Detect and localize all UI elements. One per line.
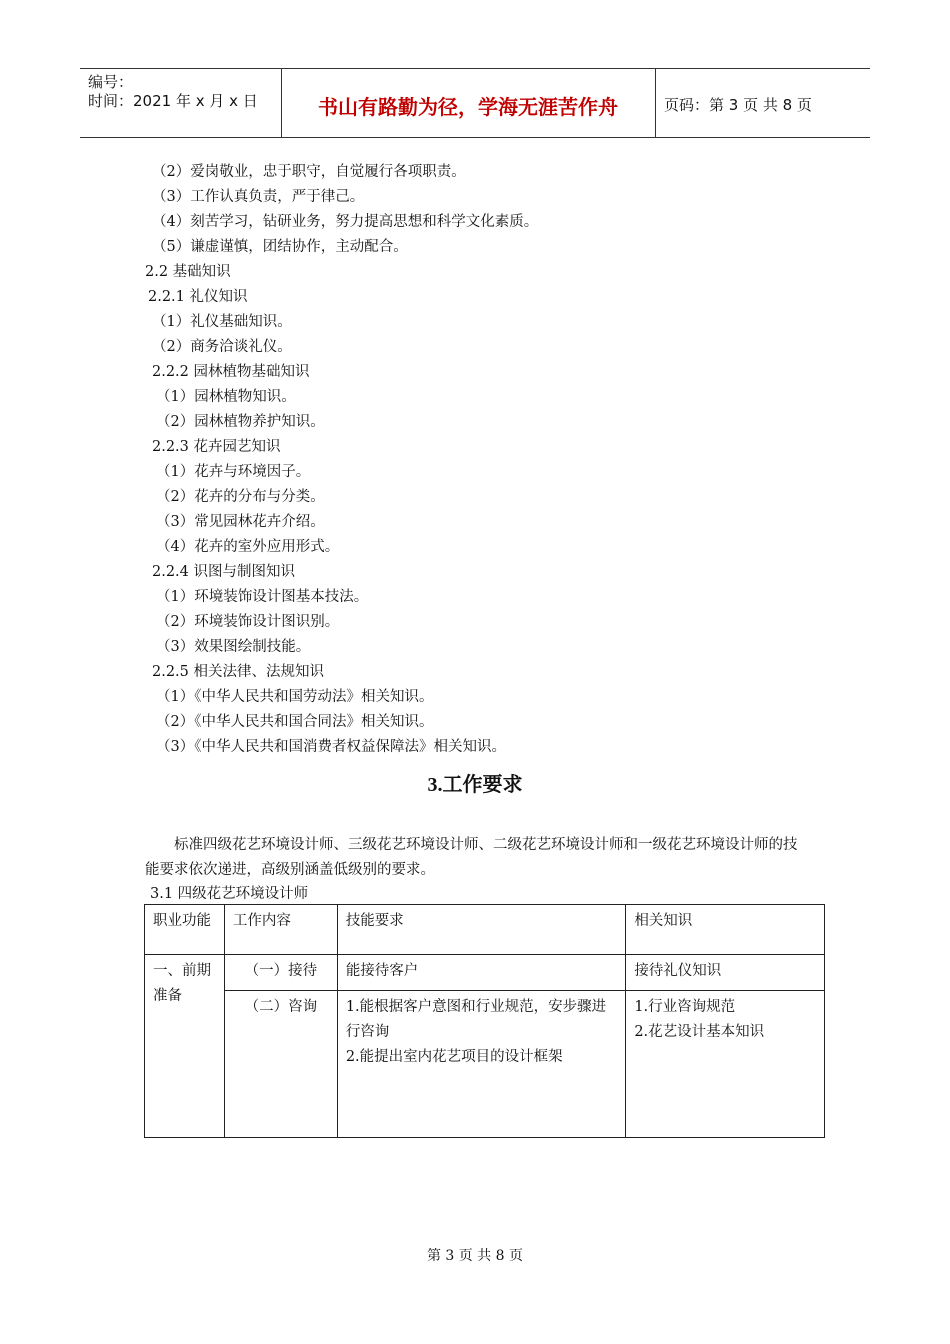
list-item: （5）谦虚谨慎，团结协作，主动配合。 — [152, 239, 408, 255]
list-item: （1）园林植物知识。 — [156, 389, 296, 405]
skill-text: 1.能根据客户意图和行业规范，安步骤进行咨询 — [345, 999, 607, 1040]
list-item: （2）园林植物养护知识。 — [156, 414, 325, 430]
list-item: （2）商务洽谈礼仪。 — [152, 339, 292, 355]
list-item: （1）花卉与环境因子。 — [156, 464, 311, 480]
table-cell-content: （一）接待 — [224, 955, 337, 991]
subsection-heading: 3.1 四级花艺环境设计师 — [150, 886, 309, 902]
list-item: （3）《中华人民共和国消费者权益保障法》相关知识。 — [156, 739, 506, 755]
skill-text: 2.能提出室内花艺项目的设计框架 — [345, 1049, 563, 1065]
table-cell-knowledge — [626, 955, 825, 991]
list-item: （4）刻苦学习，钻研业务，努力提高思想和科学文化素质。 — [152, 214, 539, 230]
list-item: （2）爱岗敬业，忠于职守，自觉履行各项职责。 — [152, 164, 466, 180]
table-header-row — [145, 905, 825, 955]
knowledge-text: 1.行业咨询规范 — [634, 999, 736, 1015]
page-header — [80, 68, 870, 138]
section-title: 3.工作要求 — [427, 774, 523, 796]
table-cell-function: 一、前期准备 — [145, 955, 225, 1138]
subsection-heading: 2.2.4 识图与制图知识 — [152, 564, 296, 580]
list-item: （2）环境装饰设计图识别。 — [156, 614, 340, 630]
list-item: （3）效果图绘制技能。 — [156, 639, 311, 655]
table-row — [145, 955, 825, 991]
table-header-cell: 工作内容 — [224, 905, 337, 955]
table-cell-skill — [337, 955, 626, 991]
knowledge-text: 2.花艺设计基本知识 — [634, 1024, 765, 1040]
subsection-heading: 2.2.2 园林植物基础知识 — [152, 364, 310, 380]
table-row — [145, 991, 825, 1138]
subsection-heading: 2.2.3 花卉园艺知识 — [152, 439, 281, 455]
table-cell-knowledge — [626, 991, 825, 1138]
list-item: （1）礼仪基础知识。 — [152, 314, 292, 330]
list-item: （4）花卉的室外应用形式。 — [156, 539, 340, 555]
section-heading: 2.2 基础知识 — [145, 264, 231, 280]
time-label: 时间：2021 年 x 月 x 日 — [88, 92, 258, 110]
header-divider — [655, 69, 656, 137]
intro-paragraph: 标准四级花艺环境设计师、三级花艺环境设计师、二级花艺环境设计师和一级花艺环境设计师的技能要求依次递进，高级别涵盖低级别的要求。 — [145, 837, 798, 878]
list-item: （2）《中华人民共和国合同法》相关知识。 — [156, 714, 434, 730]
list-item: （3）常见园林花卉介绍。 — [156, 514, 325, 530]
table-cell-skill — [337, 991, 626, 1138]
skills-table — [144, 904, 825, 1138]
table-header-cell: 职业功能 — [145, 905, 225, 955]
number-label: 编号： — [88, 73, 134, 91]
knowledge-text: 接待礼仪知识 — [634, 963, 722, 979]
skill-text: 能接待客户 — [345, 963, 419, 979]
page-footer: 第 3 页 共 8 页 — [426, 1248, 524, 1264]
table-header-cell: 技能要求 — [337, 905, 626, 955]
list-item: （1）《中华人民共和国劳动法》相关知识。 — [156, 689, 434, 705]
page-indicator: 页码：第 3 页 共 8 页 — [664, 96, 812, 114]
subsection-heading: 2.2.1 礼仪知识 — [148, 289, 248, 305]
header-motto: 书山有路勤为径，学海无涯苦作舟 — [318, 95, 618, 119]
header-meta — [88, 73, 258, 111]
list-item: （1）环境装饰设计图基本技法。 — [156, 589, 369, 605]
table-cell-content: （二）咨询 — [224, 991, 337, 1138]
list-item: （3）工作认真负责，严于律己。 — [152, 189, 365, 205]
list-item: （2）花卉的分布与分类。 — [156, 489, 325, 505]
subsection-heading: 2.2.5 相关法律、法规知识 — [152, 664, 325, 680]
table-header-cell: 相关知识 — [626, 905, 825, 955]
